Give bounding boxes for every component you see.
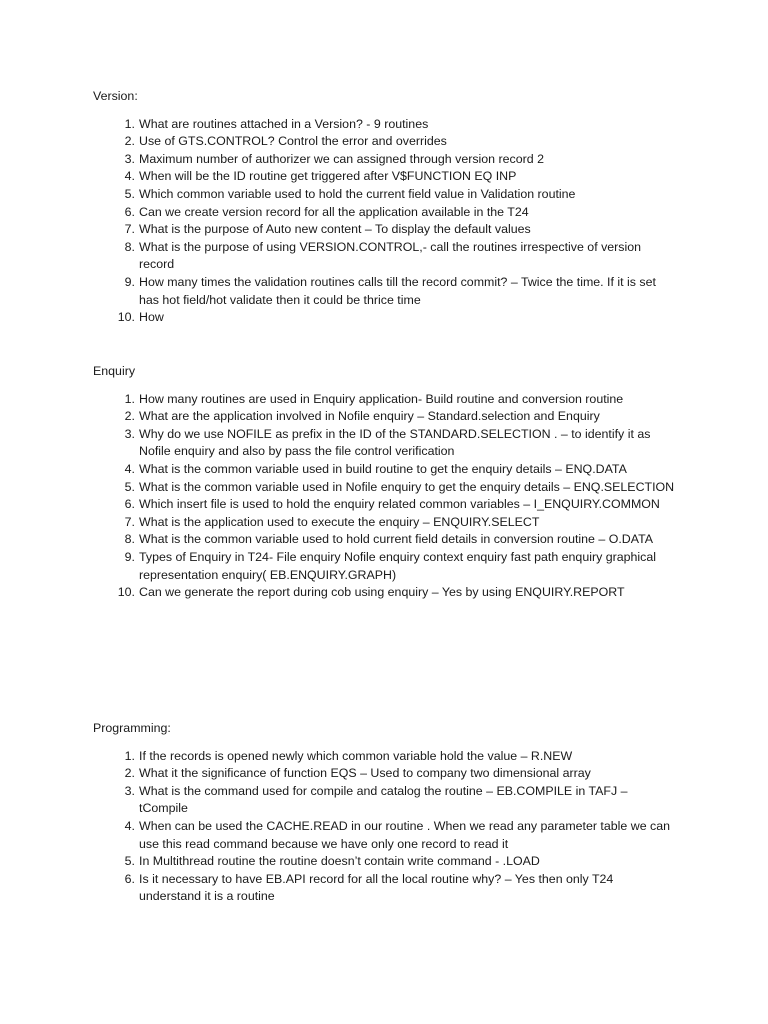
list-item-number: 6. [124, 871, 135, 886]
section-heading-programming: Programming: [93, 721, 171, 735]
list-item [93, 391, 678, 409]
list-item [93, 549, 678, 584]
list-item [93, 274, 678, 309]
question-list-version [93, 116, 678, 327]
list-item-number: 1. [124, 748, 135, 763]
list-item-number: 10. [117, 585, 135, 600]
list-item [93, 531, 678, 549]
list-item [93, 133, 678, 151]
list-item [93, 818, 678, 853]
list-item [93, 426, 678, 461]
list-item-text: What is the common variable used to hold current field details in conversion routine – O.DATA [139, 532, 653, 547]
list-item [93, 186, 678, 204]
list-item [93, 408, 678, 426]
list-item-text: Maximum number of authorizer we can assigned through version record 2 [139, 151, 544, 166]
list-item-number: 3. [124, 426, 135, 441]
list-item-text: In Multithread routine the routine doesn’t contain write command - .LOAD [139, 854, 540, 869]
list-item-text: How many routines are used in Enquiry application- Build routine and conversion routine [139, 391, 624, 406]
list-item-text: Can we create version record for all the application available in the T24 [139, 204, 529, 219]
list-item-text: What are the application involved in Nofile enquiry – Standard.selection and Enquiry [139, 409, 600, 424]
list-item-text: How many times the validation routines calls till the record commit? – Twice the time. If it is set has hot field/hot validate then it could be thrice time [139, 274, 656, 307]
list-item-number: 1. [124, 116, 135, 131]
list-item [93, 853, 678, 871]
section-heading-enquiry: Enquiry [93, 364, 136, 378]
question-list-enquiry [93, 391, 678, 602]
list-item-number: 2. [124, 134, 135, 149]
list-item-text: What is the purpose of using VERSION.CONTROL,- call the routines irrespective of version record [139, 239, 642, 272]
list-item-text: When can be used the CACHE.READ in our routine . When we read any parameter table we can use this read command because we have only one record to read it [139, 818, 671, 851]
list-item-number: 5. [124, 854, 135, 869]
list-item-text: Why do we use NOFILE as prefix in the ID of the STANDARD.SELECTION . – to identify it as Nofile enquiry and also by pass the file control verification [139, 426, 651, 459]
list-item-text: What are routines attached in a Version? - 9 routines [139, 116, 429, 131]
list-item [93, 765, 678, 783]
list-item [93, 461, 678, 479]
list-item [93, 239, 678, 274]
list-item-number: 4. [124, 169, 135, 184]
list-item-text: What is the application used to execute the enquiry – ENQUIRY.SELECT [139, 514, 540, 529]
list-item-number: 6. [124, 497, 135, 512]
list-item-text: When will be the ID routine get triggered after V$FUNCTION EQ INP [139, 169, 517, 184]
list-item [93, 204, 678, 222]
list-item-number: 8. [124, 532, 135, 547]
list-item [93, 309, 678, 327]
list-item-text: If the records is opened newly which common variable hold the value – R.NEW [139, 748, 573, 763]
list-item [93, 151, 678, 169]
list-item-text: How [139, 310, 164, 325]
list-item [93, 221, 678, 239]
list-item-text: Which insert file is used to hold the enquiry related common variables – I_ENQUIRY.COMMON [139, 497, 660, 512]
list-item-number: 4. [124, 818, 135, 833]
list-item [93, 168, 678, 186]
list-item [93, 584, 678, 602]
list-item-text: What it the significance of function EQS – Used to company two dimensional array [139, 766, 591, 781]
section-enquiry [93, 363, 678, 602]
list-item [93, 496, 678, 514]
list-item-text: Which common variable used to hold the current field value in Validation routine [139, 186, 576, 201]
list-item-number: 7. [124, 514, 135, 529]
list-item-number: 3. [124, 783, 135, 798]
list-item [93, 514, 678, 532]
list-item [93, 748, 678, 766]
list-item-number: 9. [124, 549, 135, 564]
list-item-number: 7. [124, 222, 135, 237]
list-item-text: What is the purpose of Auto new content – To display the default values [139, 222, 531, 237]
list-item [93, 783, 678, 818]
list-item [93, 871, 678, 906]
list-item-text: What is the common variable used in Nofile enquiry to get the enquiry details – ENQ.SELECTION [139, 479, 675, 494]
list-item-text: Is it necessary to have EB.API record for all the local routine why? – Yes then only T24 understand it is a routine [139, 871, 614, 904]
list-item-number: 5. [124, 186, 135, 201]
list-item-number: 6. [124, 204, 135, 219]
section-version [93, 88, 678, 327]
list-item [93, 116, 678, 134]
list-item-number: 3. [124, 151, 135, 166]
list-item-text: What is the common variable used in build routine to get the enquiry details – ENQ.DATA [139, 461, 627, 476]
list-item-number: 2. [124, 766, 135, 781]
list-item-text: What is the command used for compile and catalog the routine – EB.COMPILE in TAFJ – tCompile [139, 783, 628, 816]
section-heading-version: Version: [93, 89, 138, 103]
section-programming [93, 720, 678, 906]
list-item-number: 9. [124, 274, 135, 289]
list-item-number: 1. [124, 391, 135, 406]
list-item-text: Can we generate the report during cob using enquiry – Yes by using ENQUIRY.REPORT [139, 585, 625, 600]
list-item-text: Types of Enquiry in T24- File enquiry Nofile enquiry context enquiry fast path enquiry graphical representation enquiry( EB.ENQUIRY.GRAPH) [139, 549, 657, 582]
list-item-text: Use of GTS.CONTROL? Control the error and overrides [139, 134, 447, 149]
question-list-programming [93, 748, 678, 906]
list-item-number: 5. [124, 479, 135, 494]
list-item-number: 2. [124, 409, 135, 424]
list-item-number: 8. [124, 239, 135, 254]
list-item-number: 4. [124, 461, 135, 476]
list-item-number: 10. [117, 310, 135, 325]
list-item [93, 479, 678, 497]
